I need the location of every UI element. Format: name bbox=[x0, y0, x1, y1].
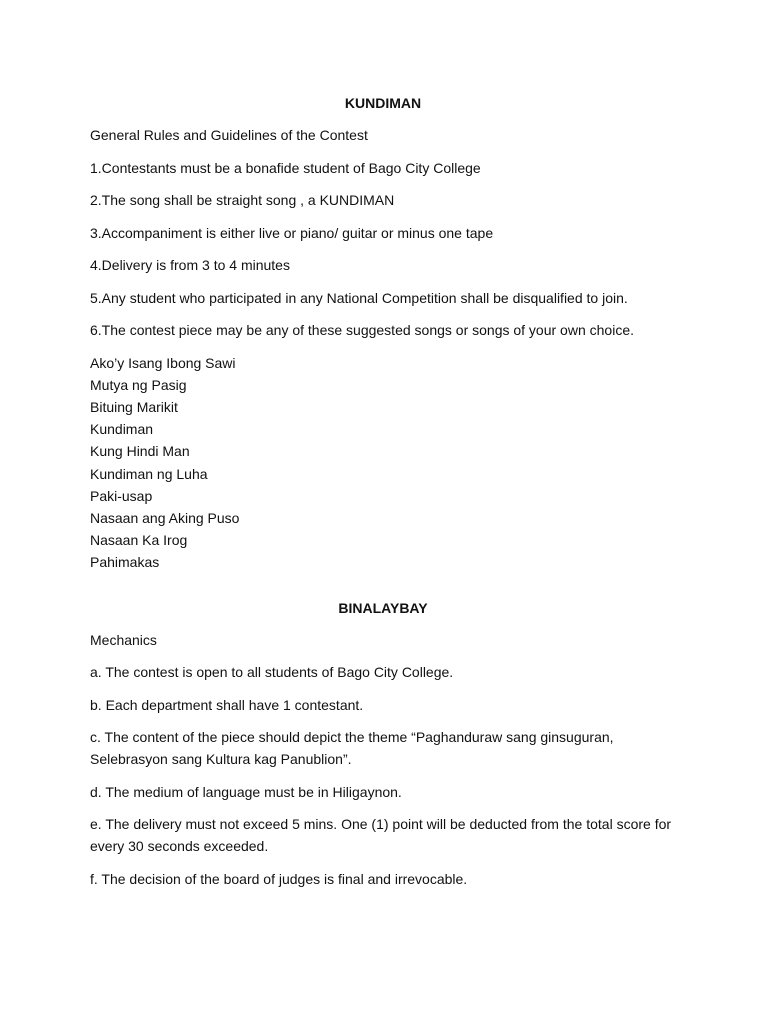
song-item: Paki-usap bbox=[90, 487, 153, 504]
binalaybay-item-f: f. The decision of the board of judges is final and irrevocable. bbox=[90, 870, 468, 887]
song-item: Kundiman ng Luha bbox=[90, 465, 208, 482]
kundiman-rule-6: 6.The contest piece may be any of these suggested songs or songs of your own choice. bbox=[90, 322, 634, 338]
kundiman-rule-2: 2.The song shall be straight song , a KUNDIMAN bbox=[90, 192, 395, 208]
binalaybay-item-d: d. The medium of language must be in Hiligaynon. bbox=[90, 783, 402, 800]
binalaybay-heading: BINALAYBAY bbox=[338, 599, 428, 616]
song-item: Nasaan ang Aking Puso bbox=[90, 509, 240, 526]
kundiman-heading: KUNDIMAN bbox=[344, 95, 422, 111]
song-item: Kundiman bbox=[90, 421, 154, 438]
kundiman-rule-1: 1.Contestants must be a bonafide student of Bago City College bbox=[90, 159, 481, 176]
kundiman-subtitle: General Rules and Guidelines of the Contest bbox=[90, 127, 368, 143]
binalaybay-item-c: c. The content of the piece should depict the theme “Paghanduraw sang ginsuguran, Selebrasyon sang Kultura kag Panublion”. bbox=[90, 729, 614, 768]
binalaybay-item-a: a. The contest is open to all students of Bago City College. bbox=[90, 664, 454, 681]
song-item: Nasaan Ka Irog bbox=[90, 532, 188, 549]
binalaybay-item-e: e. The delivery must not exceed 5 mins. One (1) point will be deducted from the total score for every 30 seconds exceeded. bbox=[90, 816, 672, 855]
song-item: Pahimakas bbox=[90, 554, 160, 571]
section-spacer bbox=[90, 574, 690, 597]
kundiman-rule-4: 4.Delivery is from 3 to 4 minutes bbox=[90, 257, 290, 273]
song-item: Mutya ng Pasig bbox=[90, 376, 187, 393]
kundiman-rule-3: 3.Accompaniment is either live or piano/ guitar or minus one tape bbox=[90, 224, 494, 241]
document-body bbox=[90, 92, 690, 900]
song-item: Ako’y Isang Ibong Sawi bbox=[90, 354, 236, 371]
song-item: Bituing Marikit bbox=[90, 398, 178, 415]
binalaybay-subtitle: Mechanics bbox=[90, 631, 157, 648]
song-item: Kung Hindi Man bbox=[90, 443, 190, 460]
suggested-songs-list bbox=[90, 352, 690, 574]
kundiman-rule-5: 5.Any student who participated in any National Competition shall be disqualified to join. bbox=[90, 289, 628, 306]
binalaybay-item-b: b. Each department shall have 1 contestant. bbox=[90, 696, 364, 713]
